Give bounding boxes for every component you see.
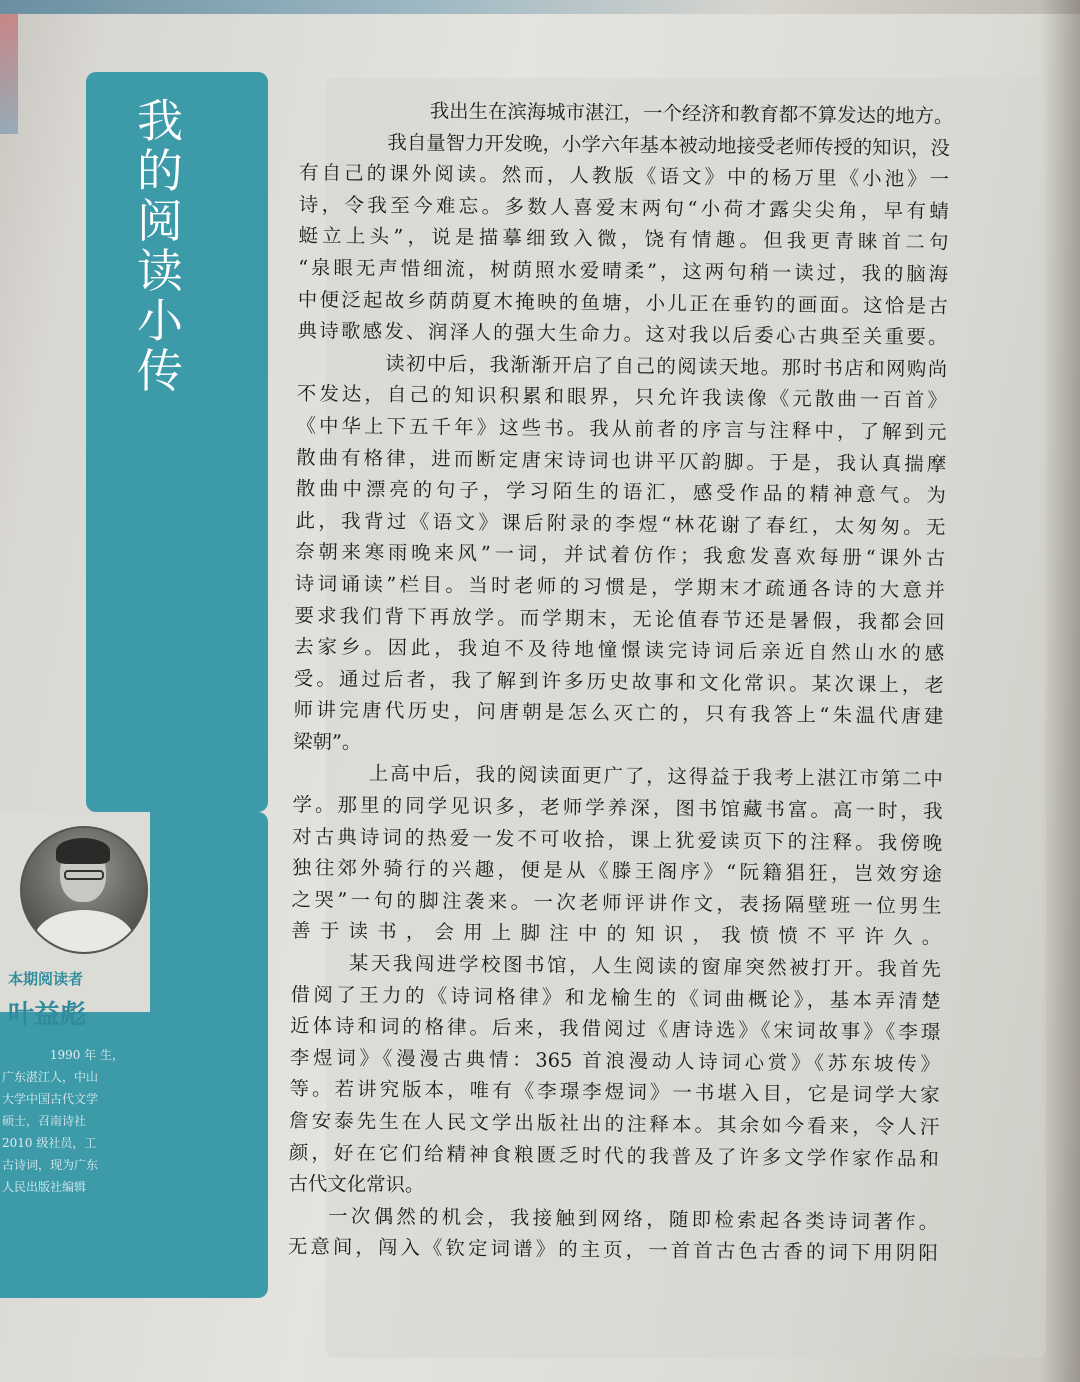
body-line: 学。那里的同学见识多，老师学养深，图书馆藏书富。高一时，我 [292,793,943,823]
top-strip [0,0,1080,14]
body-line: 诗，令我至今难忘。多数人喜爱末两句“小荷才露尖尖角，早有蜻 [298,192,949,223]
body-line: 散曲中漂亮的句子，学习陌生的语汇，感受作品的精神意气。为 [295,477,946,507]
bio-line: 1990 年 生， [49,1048,124,1062]
bio-line: 2010 级社员，工 [2,1136,97,1150]
body-line: 善于读书，会用上脚注中的知识，我愤愤不平许久。 [291,919,942,950]
photo-hair [56,838,110,864]
body-line: 李煜词》《漫漫古典情：365 首浪漫动人诗词心赏》《苏东坡传》 [289,1045,940,1076]
body-line: “泉眼无声惜细流，树荫照水爱晴柔”，这两句稍一读过，我的脑海 [298,255,949,286]
bio-line: 大学中国古代文学 [2,1092,99,1106]
body-line: 师讲完唐代历史，问唐朝是怎么灭亡的，只有我答上“朱温代唐建 [293,698,944,729]
body-line: 有自己的课外阅读。然而，人教版《语文》中的杨万里《小池》一 [299,161,950,191]
body-line: 要求我们背下再放学。而学期末，无论值春节还是暑假，我都会回 [294,603,945,634]
left-page-edge [0,14,18,134]
bio-line: 广东湛江人，中山 [2,1070,99,1084]
reader-label: 本期阅读者 [8,970,84,988]
body-line: 蜓立上头”，说是描摹细致入微，饶有情趣。但我更青睐首二句 [298,224,949,255]
bio-line: 硕士，召南诗社 [2,1114,87,1128]
title-char: 的 [137,144,183,198]
body-line: 奈朝来寒雨晚来风”一词，并试着仿作；我愈发喜欢每册“课外古 [295,540,946,571]
body-line: 中便泛起故乡荫荫夏木掩映的鱼塘，小儿正在垂钓的画面。这恰是古 [297,287,948,318]
body-line: 颜，好在它们给精神食粮匮乏时代的我普及了许多文学作家作品和 [288,1140,940,1171]
title-char: 我 [137,94,183,148]
author-bio [2,1044,124,1198]
body-line: 典诗歌感发、润泽人的强大生命力。这对我以后委心古典至关重要。 [297,319,948,349]
title-char: 传 [137,344,183,398]
body-line: 不发达，自己的知识积累和眼界，只允许我读像《元散曲一百首》 [296,382,947,413]
body-line: 梁朝”。 [293,729,362,754]
body-line: 我出生在滨海城市湛江，一个经济和教育都不算发达的地方。 [429,99,954,128]
photo-shoulders [34,910,134,954]
body-line: 受。通过后者，我了解到许多历史故事和文化常识。某次课上，老 [293,666,944,697]
body-line: 诗词诵读”栏目。当时老师的习惯是，学期末才疏通各诗的大意并 [294,571,945,602]
body-line: 独往郊外骑行的兴趣，便是从《滕王阁序》“阮籍猖狂，岂效穷途 [291,856,942,887]
reader-name: 叶益彪 [8,1000,87,1030]
body-line: 此，我背过《语文》课后附录的李煜“林花谢了春红，太匆匆。无 [295,508,946,539]
bio-line: 古诗词，现为广东 [2,1158,99,1172]
body-line: 等。若讲究版本，唯有《李璟李煜词》一书堪入目，它是词学大家 [289,1077,940,1108]
article-body [287,94,954,1270]
body-line: 散曲有格律，进而断定唐宋诗词也讲平仄韵脚。于是，我认真揣摩 [296,445,947,476]
body-line: 《中华上下五千年》这些书。我从前者的序言与注释中，了解到元 [296,413,947,444]
page-curl-shadow [1040,0,1080,1382]
body-line: 近体诗和词的格律。后来，我借阅过《唐诗选》《宋词故事》《李璟 [290,1014,941,1044]
author-photo [20,826,148,954]
body-line: 借阅了王力的《诗词格律》和龙榆生的《词曲概论》，基本弄清楚 [290,982,941,1013]
article-title [120,96,200,396]
body-line: 詹安泰先生在人民文学出版社出的注释本。其余如今看来，令人汗 [289,1108,940,1139]
body-line: 去家乡。因此，我迫不及待地憧憬读完诗词后亲近自然山水的感 [294,635,945,665]
title-char: 阅 [137,194,183,248]
body-line: 对古典诗词的热爱一发不可收拾，课上犹爱读页下的注释。我傍晚 [292,824,943,855]
body-line: 读初中后，我渐渐开启了自己的阅读天地。那时书店和网购尚 [385,351,948,381]
title-char: 小 [137,294,183,348]
body-line: 无意间，闯入《钦定词谱》的主页，一首首古色古香的词下用阴阳 [287,1235,939,1266]
body-line: 之哭”一句的脚注袭来。一次老师评讲作文，表扬隔壁班一位男生 [291,887,942,918]
body-line: 一次偶然的机会，我接触到网络，随即检索起各类诗词著作。 [328,1204,939,1234]
bio-line: 人民出版社编辑 [2,1180,87,1194]
body-line: 某天我闯进学校图书馆，人生阅读的窗扉突然被打开。我首先 [348,951,941,981]
photo-glasses [64,870,104,880]
body-line: 上高中后，我的阅读面更广了，这得益于我考上湛江市第二中 [368,762,943,792]
body-line: 我自量智力开发晚，小学六年基本被动地接受老师传授的知识，没 [387,130,950,160]
body-line: 古代文化常识。 [288,1172,425,1197]
title-char: 读 [137,244,183,298]
